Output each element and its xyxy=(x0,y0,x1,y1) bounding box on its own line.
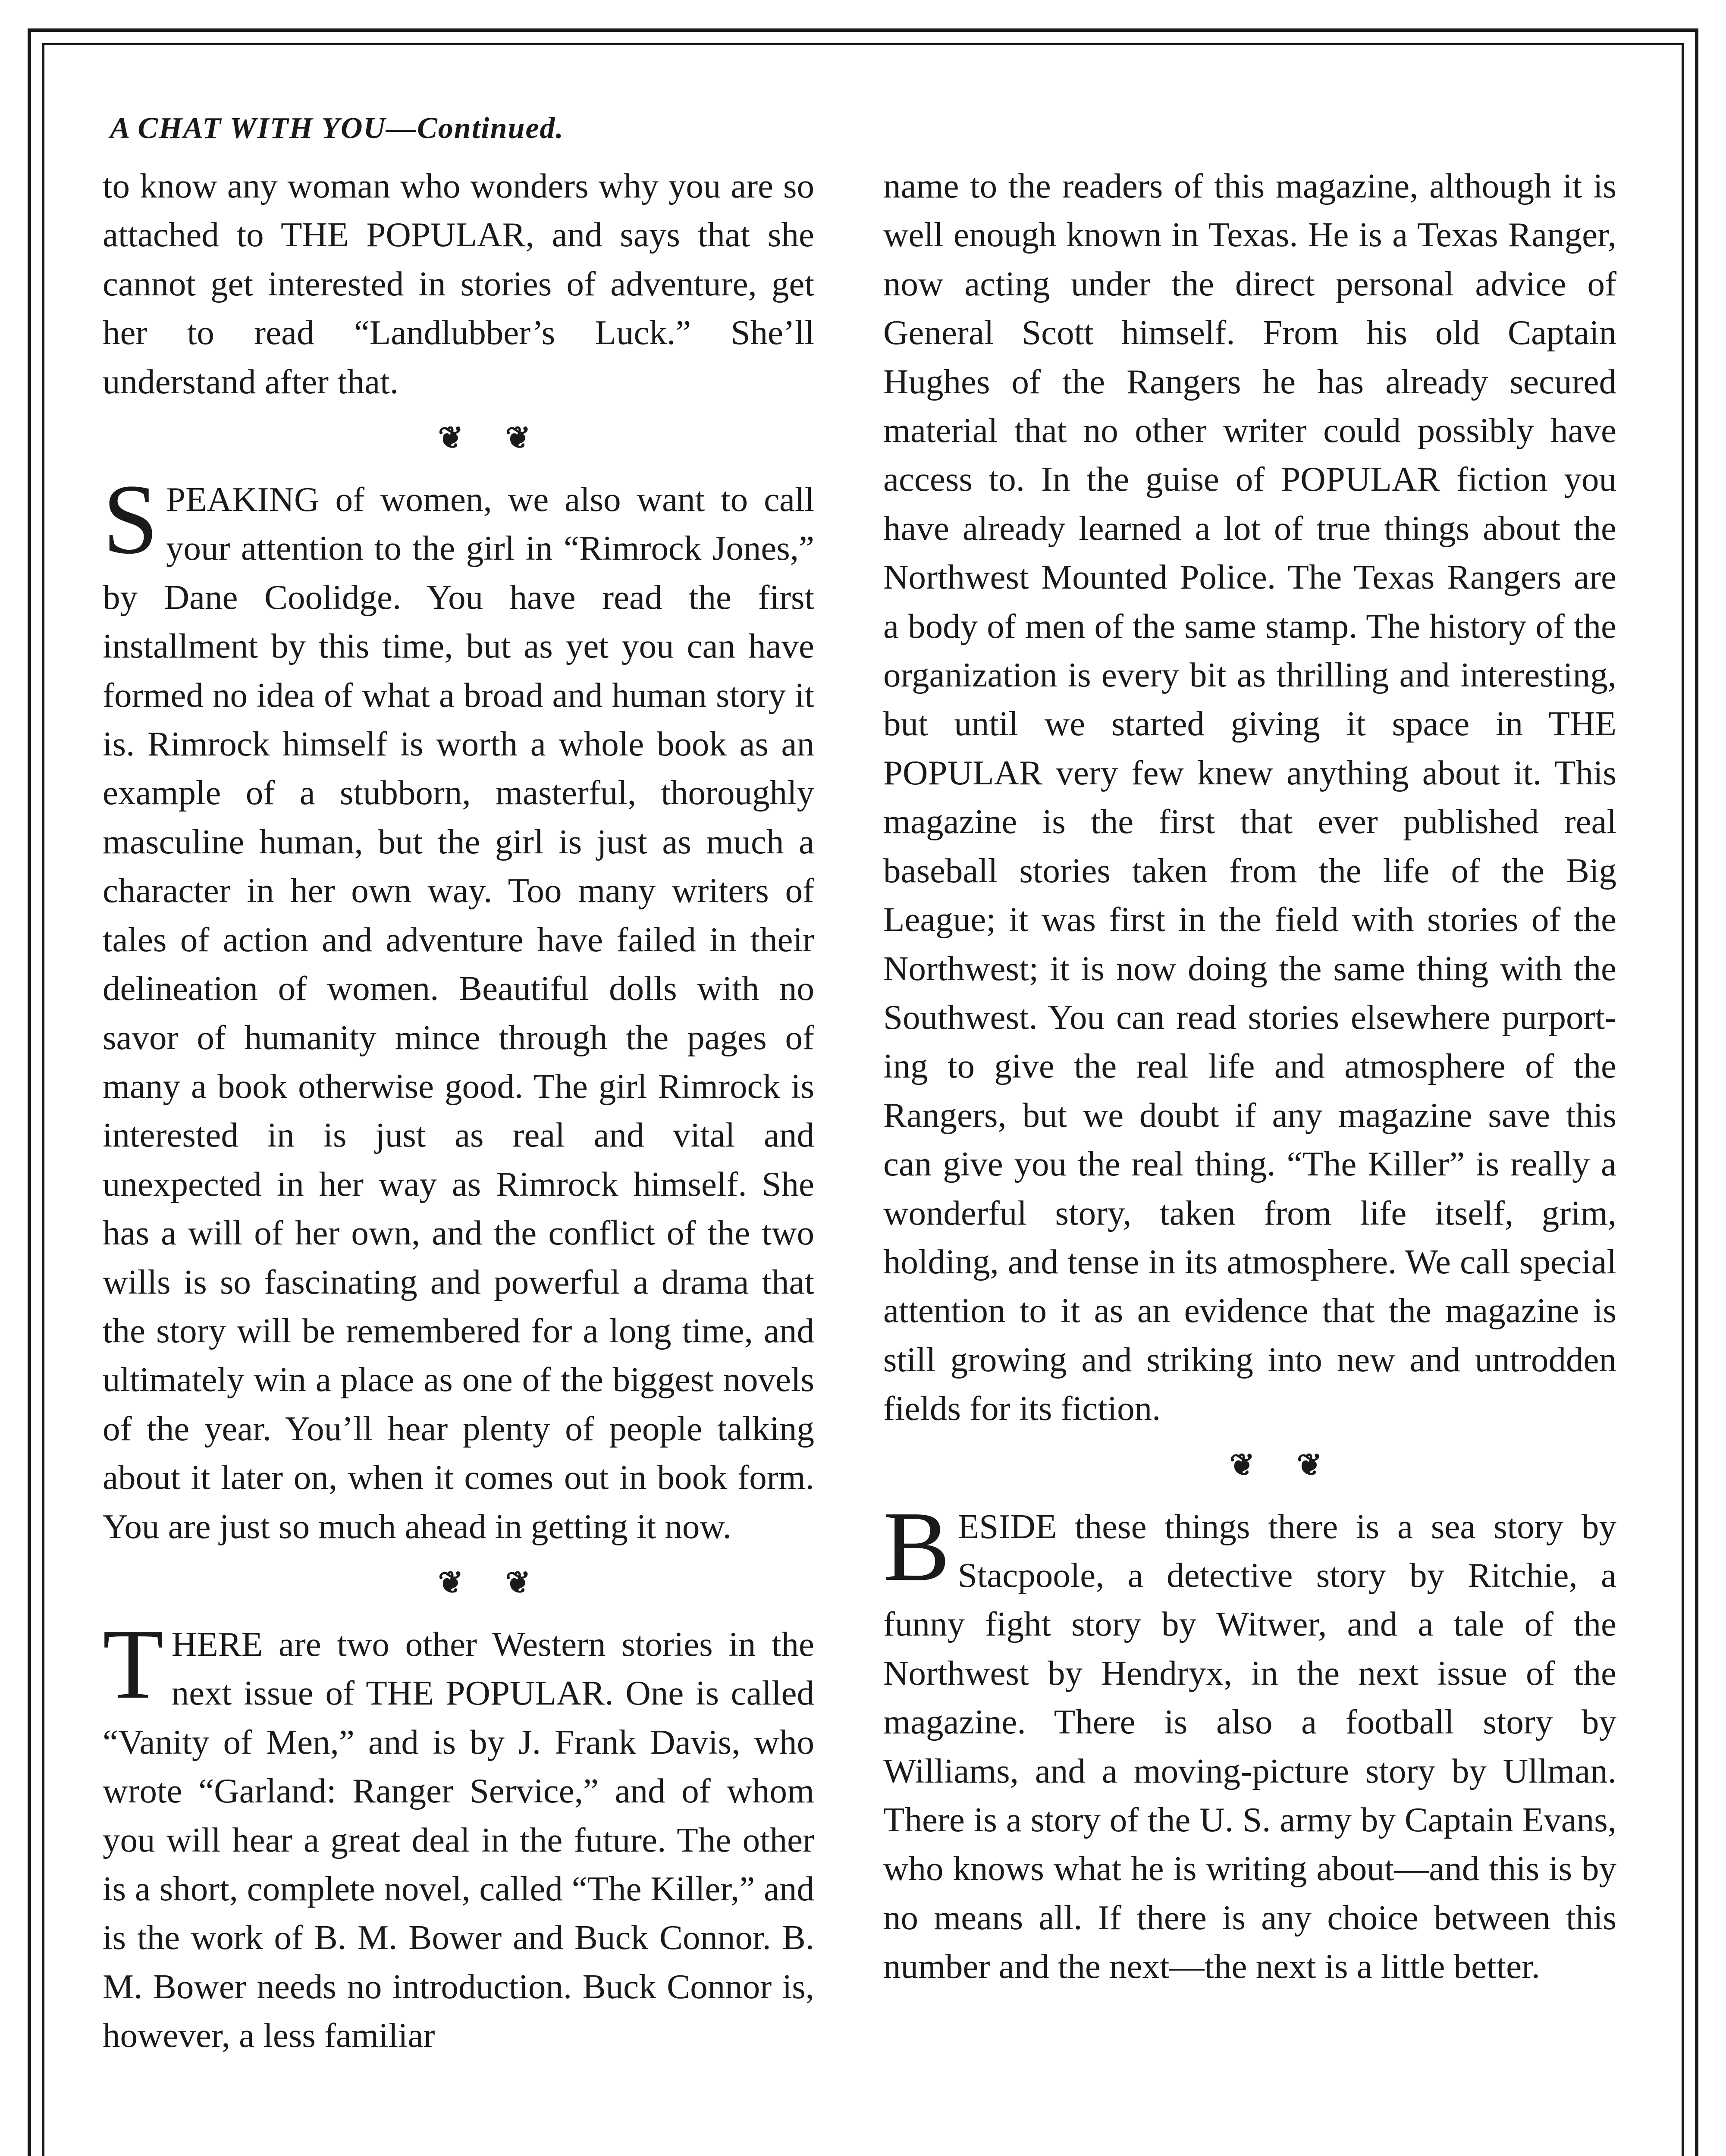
section-ornament: ❦ ❦ xyxy=(438,422,548,455)
drop-cap: T xyxy=(103,1608,164,1720)
running-head: A CHAT WITH YOU—Continued. xyxy=(110,112,565,145)
drop-cap: B xyxy=(883,1491,950,1602)
paragraph-text: ESIDE these things there is a sea story by Stacpoole, a detective story by Ritchie, a funny fight story by Witwer, and a tale of the Northwest by Hendryx, in the next issue of the magazine. There is also a football story by Williams, and a moving-picture story by Ullman. There is a story of the U. S. army by Captain Evans, who knows what he is writing about—and this is by no means all. If there is any choice between this number and the next—the next is a little better. xyxy=(883,1507,1616,1986)
paragraph-text: PEAKING of women, we also want to call your attention to the girl in “Rimrock Jones,” by Dane Coolidge. You have read the first installment by this time, but as yet you can have formed no idea of what a broad and human story it is. Rimrock himself is worth a whole book as an example of a stubborn, masterful, thoroughly masculine human, but the girl is just as much a character in her own way. Too many writers of tales of action and adventure have failed in their delineation of women. Beautiful dolls with no savor of humanity mince through the pages of many a book otherwise good. The girl Rimrock is interested in is just as real and vital and unexpected in her way as Rimrock himself. She has a will of her own, and the conflict of the two wills is so fascinating and powerful a drama that the story will be remembered for a long time, and ultimately win a place as one of the biggest novels of the year. You’ll hear plenty of people talking about it later on, when it comes out in book form. You are just so much ahead in getting it now. xyxy=(103,480,814,1546)
paragraph-landlubbers-luck: to know any woman who wonders why you are so attached to THE POPULAR, and says that she cannot get interested in stories of adventure, get her to read “Landlubber’s Luck.” She’ll understand after that. xyxy=(103,166,814,401)
section-ornament: ❦ ❦ xyxy=(1229,1448,1340,1482)
paragraph-texas-rangers: name to the readers of this magazine, although it is well enough known in Texas. He is a Texas Ranger, now acting under the direct personal advice of General Scott himself. From his old Captain Hughes of the Rangers he has already secured material that no other writer could possibly have access to. In the guise of POPULAR fiction you have already learned a lot of true things about the Northwest Mounted Police. The Texas Rangers are a body of men of the same stamp. The history of the organization is every bit as thrilling and interesting, but until we started giving it space in THE POPULAR very few knew anything about it. This magazine is the first that ever published real baseball stories taken from the life of the Big League; it was first in the field with stories of the Northwest; it is now doing the same thing with the Southwest. You can read stories elsewhere purporting to give the real life and atmosphere of the Rangers, but we doubt if any magazine save this can give you the real thing. “The Killer” is really a wonderful story, taken from life itself, grim, holding, and tense in its atmosphere. We call special attention to it as an evidence that the magazine is still growing and striking into new and untrodden fields for its fiction. xyxy=(883,166,1616,1428)
left-column xyxy=(103,162,814,2060)
paragraph-next-issue xyxy=(883,1491,1616,1991)
paragraph-western-stories xyxy=(103,1608,814,2060)
right-column xyxy=(883,162,1616,1991)
section-ornament: ❦ ❦ xyxy=(438,1566,548,1600)
paragraph-rimrock-jones xyxy=(103,464,814,1551)
paragraph-text: HERE are two other Western stories in the next issue of THE POPULAR. One is called “Vanity of Men,” and is by J. Frank Davis, who wrote “Garland: Ranger Service,” and of whom you will hear a great deal in the future. The other is a short, complete novel, called “The Killer,” and is the work of B. M. Bower and Buck Connor. B. M. Bower needs no introduction. Buck Connor is, however, a less familiar xyxy=(103,1624,814,2055)
drop-cap: S xyxy=(103,464,159,575)
